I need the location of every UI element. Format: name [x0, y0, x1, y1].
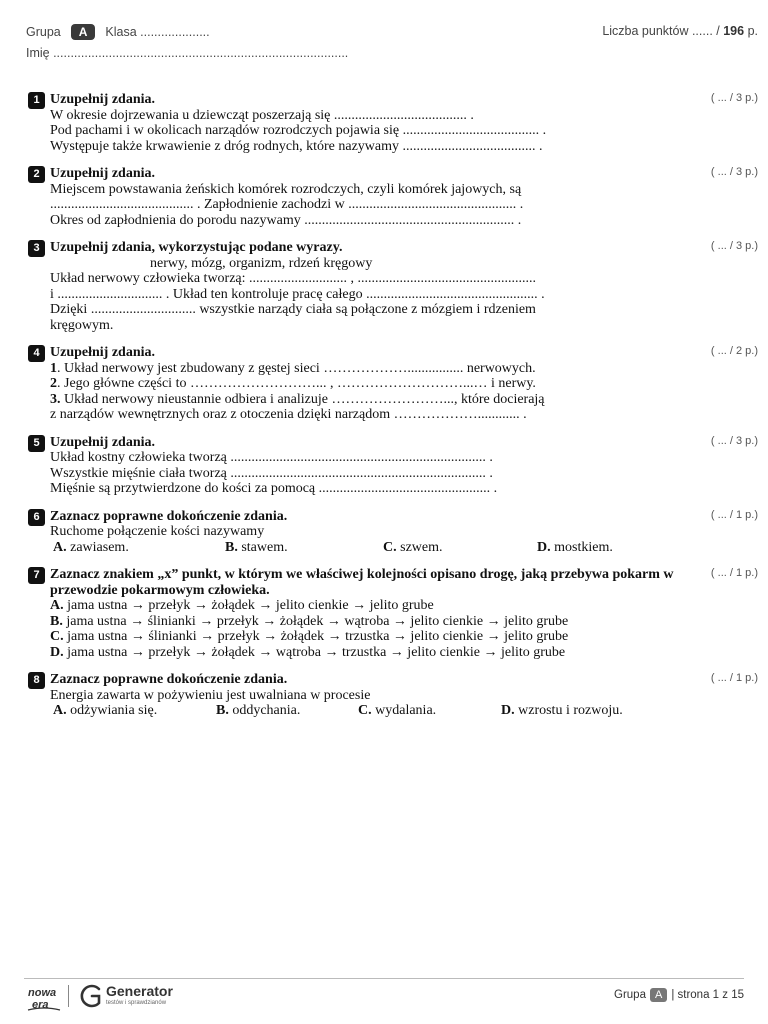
task-8	[28, 672, 758, 719]
numbered-line[interactable]	[50, 392, 690, 408]
task-title: Zaznacz znakiem „x” punkt, w którym we właściwej kolejności opisano drogę, jaką przebywa pokarm w przewodzie pokarmowym człowieka.	[50, 567, 674, 598]
footer-group-badge: A	[650, 988, 667, 1002]
option-text: stawem.	[241, 539, 288, 555]
task-number-badge: 7	[28, 567, 45, 584]
task-points: ( ... / 1 p.)	[710, 567, 758, 579]
task-title: Uzupełnij zdania, wykorzystując podane wyrazy.	[50, 240, 343, 255]
option-text: szwem.	[400, 539, 443, 555]
line-text: Układ nerwowy nieustannie odbiera i analizuje ……………………..., które docierają	[60, 391, 545, 407]
option-text: odżywiania się.	[70, 703, 158, 718]
option-letter: B.	[216, 703, 229, 718]
group-class-line	[26, 24, 210, 40]
option-letter: D.	[537, 539, 551, 555]
option-letter: D.	[50, 644, 64, 660]
task-5	[28, 435, 758, 497]
task-1	[28, 92, 758, 154]
option-a[interactable]	[50, 540, 225, 556]
task-line[interactable]: Okres od zapłodnienia do porodu nazywamy ............................................................ .	[50, 212, 522, 228]
option-a[interactable]	[50, 703, 216, 719]
task-title: Zaznacz poprawne dokończenie zdania.	[50, 508, 288, 524]
task-line[interactable]: Wszystkie mięśnie ciała tworzą ......................................................................... .	[50, 465, 493, 481]
task-title: Uzupełnij zdania.	[50, 434, 156, 450]
option-letter: A.	[50, 598, 64, 613]
line-text: . Jego główne części to ………………………... , ………………………...… i nerwy.	[57, 376, 536, 391]
task-prompt: Energia zawarta w pożywieniu jest uwalniana w procesie	[50, 687, 371, 703]
task-number-badge: 8	[28, 672, 45, 689]
task-list	[28, 92, 758, 731]
points-max: 196	[723, 24, 745, 38]
group-label: Grupa	[26, 25, 61, 39]
option-d[interactable]	[537, 540, 613, 556]
task-number-badge: 4	[28, 345, 45, 362]
option-letter: C.	[383, 539, 397, 555]
task-line: kręgowym.	[50, 317, 114, 333]
task-points: ( ... / 3 p.)	[710, 434, 758, 447]
task-line[interactable]: Dzięki .............................. wszystkie narządy ciała są połączone z mózgiem i rdzeniem	[50, 302, 536, 317]
task-points: ( ... / 3 p.)	[710, 166, 758, 178]
page-indicator	[614, 988, 744, 1002]
page-header	[26, 24, 758, 60]
logo-divider	[68, 985, 69, 1007]
task-points: ( ... / 2 p.)	[710, 345, 758, 357]
option-letter: B.	[225, 539, 238, 555]
task-title: Uzupełnij zdania.	[50, 345, 156, 360]
option-letter: B.	[50, 613, 63, 629]
answer-options	[50, 540, 690, 556]
option-text: jama ustna → ślinianki → przełyk → żołądek → trzustka → jelito cienkie → jelito grube	[67, 629, 569, 644]
points-label[interactable]: Liczba punktów ...... /	[602, 24, 720, 38]
option-d[interactable]	[501, 703, 623, 719]
points-total	[602, 24, 758, 38]
task-7	[28, 567, 758, 660]
line-number: 1	[50, 360, 57, 376]
task-line[interactable]: Pod pachami i w okolicach narządów rozrodczych pojawia się ....................................... .	[50, 123, 547, 138]
option-letter: D.	[501, 703, 515, 718]
option-c[interactable]	[383, 540, 537, 556]
option-text: mostkiem.	[554, 539, 613, 555]
nowa-era-logo	[26, 985, 62, 1011]
generator-subtitle: testów i sprawdzianów	[106, 1000, 167, 1006]
word-bank: nerwy, mózg, organizm, rdzeń kręgowy	[150, 255, 373, 271]
task-title: Zaznacz poprawne dokończenie zdania.	[50, 672, 288, 687]
task-number-badge: 3	[28, 240, 45, 257]
task-line[interactable]: W okresie dojrzewania u dziewcząt poszerzają się ...................................... .	[50, 107, 474, 123]
task-line[interactable]: Występuje także krwawienie z dróg rodnych, które nazywamy ...................................... .	[50, 138, 543, 154]
option-letter: C.	[358, 703, 372, 718]
task-points: ( ... / 1 p.)	[710, 508, 758, 521]
svg-text:era: era	[32, 999, 49, 1011]
option-c[interactable]	[358, 703, 501, 719]
task-line[interactable]: i .............................. . Układ ten kontroluje pracę całego ................................................. .	[50, 286, 545, 302]
option-letter: A.	[53, 703, 67, 718]
option-text: jama ustna → ślinianki → przełyk → żołądek → wątroba → jelito cienkie → jelito grube	[66, 613, 569, 629]
task-prompt: Ruchome połączenie kości nazywamy	[50, 524, 265, 539]
footer-group-label: Grupa	[614, 989, 646, 1001]
task-line[interactable]: Mięśnie są przytwierdzone do kości za pomocą ................................................. .	[50, 481, 498, 496]
choice-b[interactable]	[50, 614, 690, 630]
group-badge: A	[71, 24, 96, 40]
task-line[interactable]: z narządów wewnętrznych oraz z otoczenia dzięki narządom ………………............ .	[50, 407, 527, 422]
numbered-line[interactable]	[50, 361, 690, 377]
answer-options	[50, 703, 690, 719]
task-title: Uzupełnij zdania.	[50, 166, 156, 181]
option-text: zawiasem.	[70, 539, 129, 555]
page-footer	[24, 978, 744, 1019]
option-text: wydalania.	[375, 703, 437, 718]
choice-c[interactable]	[50, 629, 690, 645]
option-b[interactable]	[225, 540, 383, 556]
name-field[interactable]: Imię .....................................................................................	[26, 46, 349, 60]
task-4	[28, 345, 758, 423]
option-letter: C.	[50, 629, 64, 644]
class-label[interactable]: Klasa ....................	[105, 25, 210, 39]
task-6	[28, 509, 758, 556]
option-letter: A.	[53, 539, 67, 555]
task-title: Uzupełnij zdania.	[50, 92, 156, 107]
task-line: Miejscem powstawania żeńskich komórek rozrodczych, czyli komórek jajowych, są	[50, 181, 522, 197]
choice-d[interactable]	[50, 645, 690, 661]
svg-text:nowa: nowa	[28, 987, 57, 999]
task-line[interactable]: ......................................... . Zapłodnienie zachodzi w ................................................ .	[50, 197, 524, 212]
task-2	[28, 166, 758, 228]
choice-a[interactable]	[50, 598, 690, 614]
task-points: ( ... / 3 p.)	[710, 240, 758, 252]
g-logo-icon	[77, 983, 105, 1009]
option-text: wzrostu i rozwoju.	[518, 703, 623, 718]
task-number-badge: 2	[28, 166, 45, 183]
task-number-badge: 5	[28, 435, 45, 452]
generator-title: Generator	[106, 983, 173, 999]
task-line[interactable]: Układ kostny człowieka tworzą ......................................................................... .	[50, 450, 493, 465]
option-text: jama ustna → przełyk → żołądek → wątroba → trzustka → jelito cienkie → jelito grube	[67, 644, 566, 660]
line-text: . Układ nerwowy jest zbudowany z gęstej sieci ………………................ nerwowych.	[57, 360, 536, 376]
task-number-badge: 1	[28, 92, 45, 109]
task-number-badge: 6	[28, 509, 45, 526]
numbered-line[interactable]	[50, 376, 690, 392]
task-line[interactable]: Układ nerwowy człowieka tworzą: ............................ , ...................................................	[50, 271, 537, 286]
option-text: jama ustna → przełyk → żołądek → jelito cienkie → jelito grube	[67, 598, 434, 613]
line-number: 2	[50, 376, 57, 391]
page-number: | strona 1 z 15	[671, 989, 744, 1001]
option-b[interactable]	[216, 703, 358, 719]
points-unit: p.	[747, 24, 758, 38]
task-3	[28, 240, 758, 333]
task-points: ( ... / 1 p.)	[710, 672, 758, 684]
option-text: oddychania.	[232, 703, 301, 718]
task-points: ( ... / 3 p.)	[710, 92, 758, 104]
line-number: 3.	[50, 391, 61, 407]
